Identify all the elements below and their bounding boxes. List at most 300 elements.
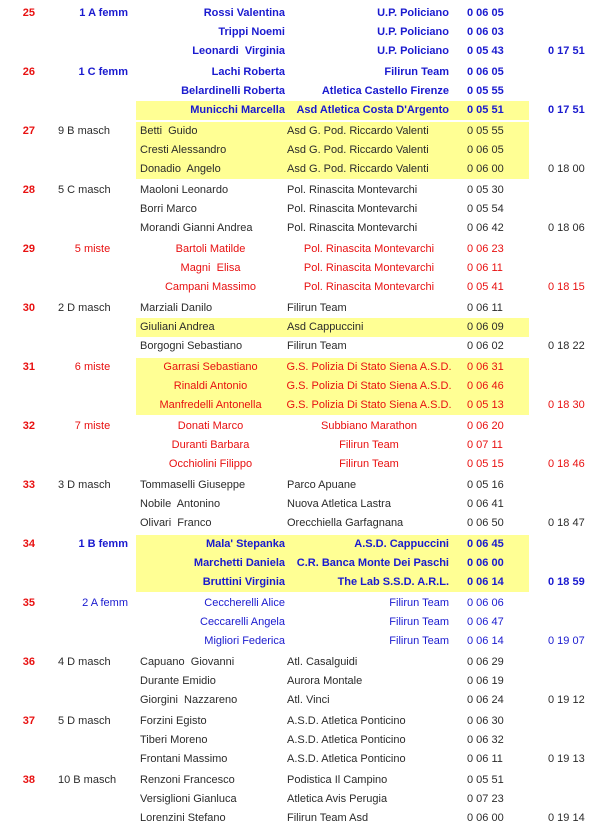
category-label — [55, 259, 130, 278]
category-label — [55, 42, 130, 61]
runner-name: Magni Elisa — [180, 262, 241, 274]
leg-time: 0 06 50 — [467, 517, 504, 529]
result-row — [0, 750, 603, 769]
runner-name: Borri Marco — [140, 203, 197, 215]
team-name: Filirun Team Asd — [287, 812, 369, 824]
runner-name: Versiglioni Gianluca — [140, 793, 237, 805]
highlight-band — [136, 750, 529, 769]
total-time — [548, 358, 598, 377]
result-row — [0, 396, 603, 415]
runner-name: Manfredelli Antonella — [159, 399, 262, 411]
runner-name: Maoloni Leonardo — [140, 184, 229, 196]
runner-name: Morandi Gianni Andrea — [140, 222, 253, 234]
leg-time: 0 05 43 — [467, 45, 504, 57]
category-label — [55, 436, 130, 455]
total-time: 0 19 12 — [548, 694, 585, 706]
team-name: Aurora Montale — [287, 675, 363, 687]
team-name: Asd Cappuccini — [287, 321, 364, 333]
team-name: Pol. Rinascita Montevarchi — [303, 243, 435, 255]
leg-time: 0 06 30 — [467, 715, 504, 727]
position-label — [0, 750, 55, 769]
leg-time: 0 06 24 — [467, 694, 504, 706]
total-time — [548, 653, 598, 672]
category-label: 2 A femm — [82, 597, 128, 609]
position-label — [0, 82, 55, 101]
position-label — [0, 396, 55, 415]
category-label: 6 miste — [74, 361, 111, 373]
team-group — [0, 63, 603, 120]
runner-name: Tiberi Moreno — [140, 734, 208, 746]
team-group — [0, 771, 603, 828]
highlight-band — [136, 653, 529, 672]
total-time: 0 18 06 — [548, 222, 585, 234]
runner-name: Municchi Marcella — [190, 104, 285, 116]
highlight-band — [136, 4, 529, 23]
highlight-band — [136, 672, 529, 691]
highlight-band — [136, 613, 529, 632]
highlight-band — [136, 200, 529, 219]
result-row — [0, 82, 603, 101]
category-label: 9 B masch — [58, 125, 110, 137]
leg-time: 0 06 31 — [467, 361, 504, 373]
result-row — [0, 653, 603, 672]
position-label: 25 — [22, 7, 35, 19]
leg-time: 0 06 46 — [467, 380, 504, 392]
highlight-band — [136, 23, 529, 42]
leg-time: 0 07 11 — [467, 439, 503, 451]
leg-time: 0 06 11 — [467, 302, 503, 314]
position-label — [0, 259, 55, 278]
total-time — [548, 672, 598, 691]
team-name: Filirun Team — [287, 302, 347, 314]
result-row — [0, 63, 603, 82]
team-name: Podistica Il Campino — [287, 774, 388, 786]
result-row — [0, 278, 603, 297]
position-label — [0, 101, 55, 120]
position-label: 37 — [22, 715, 35, 727]
result-row — [0, 691, 603, 710]
highlight-band — [136, 691, 529, 710]
position-label — [0, 790, 55, 809]
position-label: 38 — [22, 774, 35, 786]
total-time: 0 18 22 — [548, 340, 585, 352]
leg-time: 0 05 41 — [467, 281, 504, 293]
category-label: 5 D masch — [58, 715, 111, 727]
leg-time: 0 06 05 — [467, 7, 504, 19]
runner-name: Giorgini Nazzareno — [140, 694, 238, 706]
leg-time: 0 06 45 — [467, 538, 504, 550]
team-name: Asd G. Pod. Riccardo Valenti — [287, 144, 429, 156]
total-time — [548, 141, 598, 160]
position-label: 34 — [22, 538, 35, 550]
runner-name: Durante Emidio — [140, 675, 216, 687]
total-time — [548, 436, 598, 455]
highlight-band — [136, 160, 529, 179]
team-group — [0, 181, 603, 238]
result-row — [0, 613, 603, 632]
runner-name: Trippi Noemi — [218, 26, 285, 38]
leg-time: 0 05 15 — [467, 458, 504, 470]
result-row — [0, 455, 603, 474]
category-label — [55, 396, 130, 415]
runner-name: Migliori Federica — [204, 635, 285, 647]
team-group — [0, 358, 603, 415]
highlight-band — [136, 594, 529, 613]
team-name: Nuova Atletica Lastra — [287, 498, 391, 510]
total-time: 0 18 59 — [548, 576, 585, 588]
category-label — [55, 573, 130, 592]
team-name: Parco Apuane — [287, 479, 357, 491]
leg-time: 0 06 41 — [467, 498, 504, 510]
leg-time: 0 05 55 — [467, 125, 504, 137]
category-label — [55, 632, 130, 651]
total-time: 0 17 51 — [548, 45, 585, 57]
team-name: A.S.D. Atletica Ponticino — [287, 715, 406, 727]
position-label — [0, 200, 55, 219]
category-label: 1 C femm — [78, 66, 128, 78]
runner-name: Tommaselli Giuseppe — [140, 479, 246, 491]
result-row — [0, 240, 603, 259]
position-label — [0, 514, 55, 533]
highlight-band — [136, 337, 529, 356]
runner-name: Lorenzini Stefano — [140, 812, 226, 824]
total-time: 0 19 07 — [548, 635, 585, 647]
result-row — [0, 122, 603, 141]
position-label — [0, 278, 55, 297]
team-name: G.S. Polizia Di Stato Siena A.S.D. — [286, 399, 452, 411]
position-label — [0, 337, 55, 356]
team-group — [0, 122, 603, 179]
runner-name: Forzini Egisto — [140, 715, 207, 727]
leg-time: 0 06 09 — [467, 321, 504, 333]
runner-name: Garrasi Sebastiano — [163, 361, 258, 373]
runner-name: Lachi Roberta — [211, 66, 285, 78]
runner-name: Donadio Angelo — [140, 163, 221, 175]
team-group — [0, 240, 603, 297]
total-time — [548, 790, 598, 809]
result-row — [0, 417, 603, 436]
category-label — [55, 337, 130, 356]
leg-time: 0 06 14 — [467, 576, 504, 588]
total-time — [548, 771, 598, 790]
total-time: 0 18 15 — [548, 281, 585, 293]
total-time: 0 18 00 — [548, 163, 585, 175]
team-name: Filirun Team — [339, 458, 399, 470]
result-row — [0, 141, 603, 160]
result-row — [0, 259, 603, 278]
highlight-band — [136, 299, 529, 318]
team-name: Pol. Rinascita Montevarchi — [287, 222, 418, 234]
team-name: Atletica Castello Firenze — [321, 85, 449, 97]
position-label — [0, 731, 55, 750]
team-name: Pol. Rinascita Montevarchi — [287, 184, 418, 196]
total-time — [548, 82, 598, 101]
result-row — [0, 436, 603, 455]
position-label: 29 — [22, 243, 35, 255]
runner-name: Olivari Franco — [140, 517, 212, 529]
category-label — [55, 160, 130, 179]
runner-name: Cresti Alessandro — [140, 144, 227, 156]
highlight-band — [136, 554, 529, 573]
highlight-band — [136, 259, 529, 278]
runner-name: Mala' Stepanka — [205, 538, 285, 550]
total-time: 0 18 47 — [548, 517, 585, 529]
team-group — [0, 653, 603, 710]
total-time — [548, 495, 598, 514]
total-time — [548, 613, 598, 632]
runner-name: Belardinelli Roberta — [181, 85, 285, 97]
total-time — [548, 4, 598, 23]
team-name: Subbiano Marathon — [320, 420, 417, 432]
highlight-band — [136, 455, 529, 474]
highlight-band — [136, 278, 529, 297]
result-row — [0, 712, 603, 731]
category-label — [55, 691, 130, 710]
team-name: Filirun Team — [389, 635, 449, 647]
total-time — [548, 259, 598, 278]
team-name: Pol. Rinascita Montevarchi — [303, 281, 435, 293]
category-label: 1 A femm — [79, 7, 128, 19]
total-time — [548, 63, 598, 82]
highlight-band — [136, 240, 529, 259]
category-label — [55, 318, 130, 337]
highlight-band — [136, 377, 529, 396]
category-label — [55, 613, 130, 632]
total-time: 0 18 46 — [548, 458, 585, 470]
category-label — [55, 455, 130, 474]
highlight-band — [136, 101, 529, 120]
total-time — [548, 417, 598, 436]
leg-time: 0 06 29 — [467, 656, 504, 668]
team-name: A.S.D. Cappuccini — [354, 538, 449, 550]
category-label — [55, 514, 130, 533]
team-name: G.S. Polizia Di Stato Siena A.S.D. — [286, 361, 452, 373]
team-name: Atletica Avis Perugia — [287, 793, 388, 805]
highlight-band — [136, 396, 529, 415]
team-name: Asd G. Pod. Riccardo Valenti — [287, 163, 429, 175]
category-label: 5 C masch — [58, 184, 111, 196]
team-name: Filirun Team — [389, 597, 449, 609]
total-time — [548, 535, 598, 554]
team-group — [0, 417, 603, 474]
result-row — [0, 337, 603, 356]
highlight-band — [136, 476, 529, 495]
position-label — [0, 141, 55, 160]
team-name: Pol. Rinascita Montevarchi — [287, 203, 418, 215]
result-row — [0, 476, 603, 495]
team-group — [0, 4, 603, 61]
leg-time: 0 06 00 — [467, 163, 504, 175]
position-label — [0, 219, 55, 238]
highlight-band — [136, 514, 529, 533]
leg-time: 0 05 55 — [467, 85, 504, 97]
result-row — [0, 299, 603, 318]
position-label — [0, 672, 55, 691]
runner-name: Leonardi Virginia — [192, 45, 285, 57]
position-label — [0, 42, 55, 61]
total-time — [548, 476, 598, 495]
leg-time: 0 05 30 — [467, 184, 504, 196]
runner-name: Borgogni Sebastiano — [140, 340, 243, 352]
position-label — [0, 23, 55, 42]
total-time: 0 18 30 — [548, 399, 585, 411]
total-time — [548, 377, 598, 396]
runner-name: Bruttini Virginia — [202, 576, 285, 588]
leg-time: 0 05 51 — [467, 774, 504, 786]
leg-time: 0 06 05 — [467, 66, 504, 78]
result-row — [0, 731, 603, 750]
leg-time: 0 06 11 — [467, 262, 503, 274]
team-name: Atl. Casalguidi — [287, 656, 358, 668]
highlight-band — [136, 82, 529, 101]
total-time: 0 19 13 — [548, 753, 585, 765]
leg-time: 0 06 00 — [467, 557, 504, 569]
team-name: Pol. Rinascita Montevarchi — [303, 262, 435, 274]
total-time — [548, 731, 598, 750]
result-row — [0, 809, 603, 828]
highlight-band — [136, 771, 529, 790]
category-label: 3 D masch — [58, 479, 111, 491]
leg-time: 0 06 03 — [467, 26, 504, 38]
team-name: Orecchiella Garfagnana — [287, 517, 404, 529]
category-label — [55, 377, 130, 396]
result-row — [0, 23, 603, 42]
runner-name: Donati Marco — [177, 420, 244, 432]
runner-name: Rossi Valentina — [203, 7, 285, 19]
highlight-band — [136, 495, 529, 514]
team-name: Asd G. Pod. Riccardo Valenti — [287, 125, 429, 137]
team-name: A.S.D. Atletica Ponticino — [287, 734, 406, 746]
category-label — [55, 672, 130, 691]
team-group — [0, 594, 603, 651]
highlight-band — [136, 809, 529, 828]
highlight-band — [136, 417, 529, 436]
team-group — [0, 535, 603, 592]
result-row — [0, 377, 603, 396]
total-time — [548, 712, 598, 731]
position-label — [0, 691, 55, 710]
leg-time: 0 06 02 — [467, 340, 504, 352]
leg-time: 0 06 20 — [467, 420, 504, 432]
position-label: 32 — [22, 420, 35, 432]
result-row — [0, 4, 603, 23]
highlight-band — [136, 181, 529, 200]
position-label: 26 — [22, 66, 35, 78]
total-time — [548, 299, 598, 318]
result-row — [0, 672, 603, 691]
result-row — [0, 554, 603, 573]
total-time — [548, 318, 598, 337]
runner-name: Nobile Antonino — [140, 498, 221, 510]
category-label — [55, 23, 130, 42]
total-time — [548, 554, 598, 573]
leg-time: 0 06 32 — [467, 734, 504, 746]
result-row — [0, 358, 603, 377]
team-name: U.P. Policiano — [377, 26, 449, 38]
category-label: 10 B masch — [58, 774, 117, 786]
highlight-band — [136, 712, 529, 731]
leg-time: 0 05 54 — [467, 203, 504, 215]
result-row — [0, 42, 603, 61]
highlight-band — [136, 573, 529, 592]
highlight-band — [136, 358, 529, 377]
team-name: C.R. Banca Monte Dei Paschi — [296, 557, 449, 569]
team-group — [0, 712, 603, 769]
team-name: Filirun Team — [339, 439, 399, 451]
position-label: 36 — [22, 656, 35, 668]
leg-time: 0 05 13 — [467, 399, 504, 411]
position-label — [0, 554, 55, 573]
runner-name: Ceccarelli Angela — [200, 616, 285, 628]
team-name: U.P. Policiano — [377, 7, 449, 19]
category-label — [55, 790, 130, 809]
result-row — [0, 181, 603, 200]
position-label — [0, 377, 55, 396]
category-label: 2 D masch — [58, 302, 111, 314]
position-label: 27 — [22, 125, 35, 137]
runner-name: Betti Guido — [140, 125, 198, 137]
category-label — [55, 278, 130, 297]
highlight-band — [136, 318, 529, 337]
highlight-band — [136, 436, 529, 455]
runner-name: Bartoli Matilde — [175, 243, 246, 255]
team-group — [0, 299, 603, 356]
category-label — [55, 554, 130, 573]
position-label — [0, 632, 55, 651]
position-label: 31 — [22, 361, 35, 373]
runner-name: Campani Massimo — [164, 281, 257, 293]
runner-name: Giuliani Andrea — [140, 321, 215, 333]
total-time — [548, 594, 598, 613]
runner-name: Ceccherelli Alice — [204, 597, 285, 609]
highlight-band — [136, 731, 529, 750]
team-name: U.P. Policiano — [377, 45, 449, 57]
result-row — [0, 200, 603, 219]
position-label: 28 — [22, 184, 35, 196]
highlight-band — [136, 790, 529, 809]
team-name: Atl. Vinci — [287, 694, 330, 706]
result-row — [0, 495, 603, 514]
leg-time: 0 06 00 — [467, 812, 504, 824]
total-time — [548, 240, 598, 259]
leg-time: 0 06 42 — [467, 222, 504, 234]
category-label: 7 miste — [74, 420, 111, 432]
result-row — [0, 790, 603, 809]
highlight-band — [136, 535, 529, 554]
category-label — [55, 200, 130, 219]
category-label: 5 miste — [74, 243, 111, 255]
position-label — [0, 613, 55, 632]
result-row — [0, 771, 603, 790]
highlight-band — [136, 632, 529, 651]
result-row — [0, 632, 603, 651]
position-label — [0, 318, 55, 337]
highlight-band — [136, 141, 529, 160]
result-row — [0, 219, 603, 238]
team-name: Filirun Team — [389, 616, 449, 628]
leg-time: 0 07 23 — [467, 793, 504, 805]
leg-time: 0 06 11 — [467, 753, 503, 765]
runner-name: Capuano Giovanni — [140, 656, 235, 668]
team-name: A.S.D. Atletica Ponticino — [287, 753, 406, 765]
team-name: G.S. Polizia Di Stato Siena A.S.D. — [286, 380, 452, 392]
total-time — [548, 23, 598, 42]
category-label: 1 B femm — [78, 538, 128, 550]
category-label — [55, 750, 130, 769]
runner-name: Frontani Massimo — [140, 753, 228, 765]
category-label — [55, 141, 130, 160]
position-label: 35 — [22, 597, 35, 609]
